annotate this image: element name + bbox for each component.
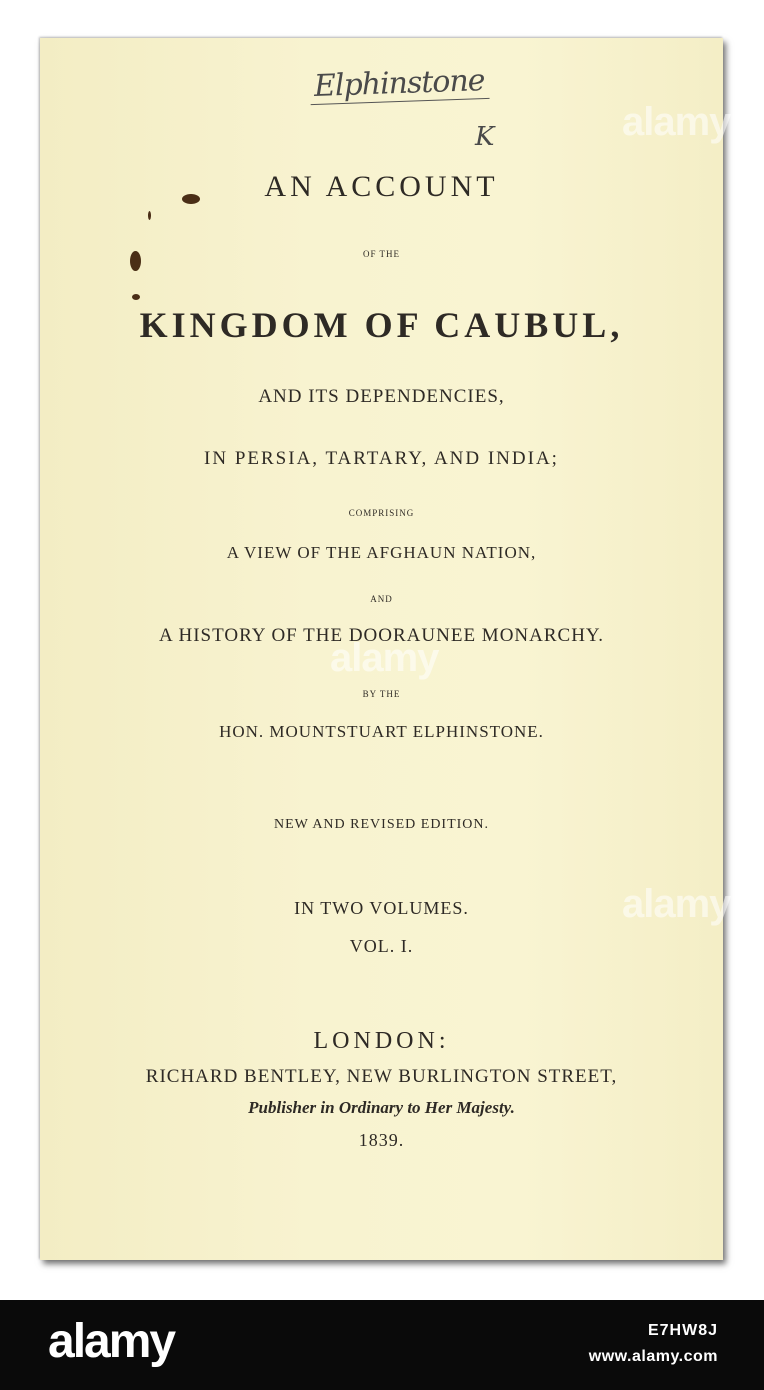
title-page [40, 38, 723, 1260]
title-line-afghaun-nation: A VIEW OF THE AFGHAUN NATION, [226, 543, 537, 562]
center-watermark: alamy [330, 636, 439, 680]
edition-line: NEW AND REVISED EDITION. [273, 817, 490, 832]
volume-number: VOL. I. [349, 936, 414, 956]
corner-watermark: alamy [622, 100, 731, 144]
title-line-comprising: COMPRISING [348, 508, 415, 518]
ink-stain [148, 211, 151, 220]
title-line-of-the: OF THE [362, 249, 401, 259]
author-line: HON. MOUNTSTUART ELPHINSTONE. [219, 722, 544, 741]
site-link[interactable]: www.alamy.com [588, 1348, 718, 1365]
ink-stain [132, 294, 140, 300]
title-line-dependencies: AND ITS DEPENDENCIES, [258, 386, 505, 407]
brand-logo[interactable]: alamy [48, 1315, 175, 1368]
title-line-and: AND [370, 594, 393, 604]
handwritten-signature: Elphinstone [309, 63, 489, 105]
imprint-city: LONDON: [313, 1028, 450, 1054]
volumes-line: IN TWO VOLUMES. [294, 898, 469, 918]
handwritten-mark: K [475, 122, 495, 152]
imprint-publisher: RICHARD BENTLEY, NEW BURLINGTON STREET, [145, 1066, 618, 1087]
title-line-history: A HISTORY OF THE DOORAUNEE MONARCHY. [159, 625, 604, 646]
imprint-year: 1839. [358, 1130, 405, 1150]
title-line-account: AN ACCOUNT [264, 170, 499, 203]
corner-watermark: alamy [622, 882, 731, 926]
title-line-kingdom: KINGDOM OF CAUBUL, [139, 305, 624, 345]
image-id: E7HW8J [647, 1322, 718, 1339]
title-line-by-the: BY THE [362, 689, 401, 699]
footer-bar [0, 1300, 764, 1390]
title-line-regions: IN PERSIA, TARTARY, AND INDIA; [204, 448, 559, 469]
imprint-publisher-role: Publisher in Ordinary to Her Majesty. [248, 1098, 515, 1117]
